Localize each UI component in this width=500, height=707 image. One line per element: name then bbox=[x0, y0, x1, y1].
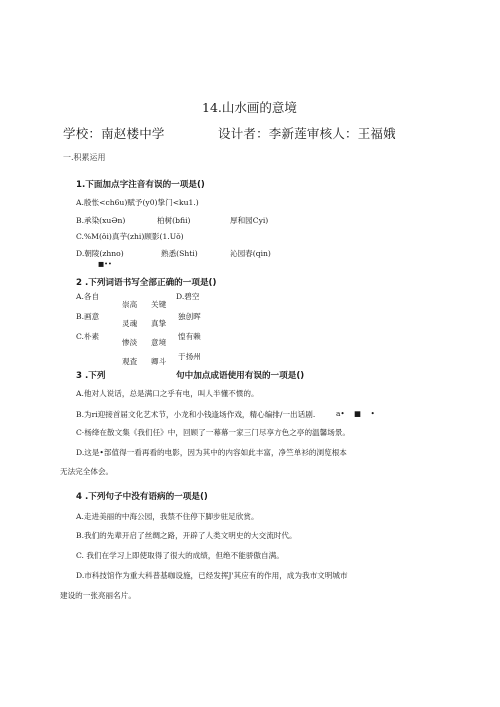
question-3-option-d-line-1: D.这是•部值得一看再看的电影，因为其中的内容如此丰富，净竺单衫的浏览根本 bbox=[76, 448, 347, 457]
question-3-option-d-line-2: 无法完全体会。 bbox=[60, 467, 114, 476]
emphasis-dots: a• ■ • bbox=[336, 409, 375, 418]
question-1-option-a: A.殷怅<ch6u)赋予(y0)挚门<ku1.) bbox=[76, 198, 199, 207]
question-2-word: 关键 bbox=[151, 300, 167, 309]
question-3-stem-part-1: 3 .下列 bbox=[76, 371, 106, 381]
question-2-option-d-word: 独创晖 bbox=[178, 312, 201, 321]
question-2-stem: 2 .下列词语书写全部正确的一项是() bbox=[76, 278, 217, 288]
question-2-option-a: A.各自 bbox=[76, 292, 100, 301]
question-1-option-b-word-3: 厚和园Cyi) bbox=[230, 216, 269, 225]
school-label: 学校：南赵楼中学 bbox=[63, 126, 165, 141]
question-2-word: 崇高 bbox=[122, 300, 138, 309]
question-1-option-d-word-3: 沁园春(qin) bbox=[230, 249, 271, 258]
question-2-word: 观査 bbox=[122, 357, 138, 366]
question-2-word: 灵魂 bbox=[122, 319, 138, 328]
designer-reviewer-label: 设计者：李新莲审核人：王福娥 bbox=[218, 126, 396, 141]
question-1-option-d-word-2: 熟悉(Shti) bbox=[161, 249, 198, 258]
question-2-option-b: B.画意 bbox=[76, 312, 100, 321]
question-2-word: 卿斗 bbox=[151, 357, 167, 366]
question-2-word: 意境 bbox=[151, 338, 167, 347]
question-3-stem-part-2: 句中加点成语使用有误的一项是() bbox=[176, 371, 305, 381]
question-1-stem: 1.下面加点字注音有误的一项是() bbox=[76, 180, 205, 190]
page-title: 14.山水画的意境 bbox=[202, 100, 297, 115]
question-3-option-b: B.为ri迎接首届文化艺术节，小龙和小钱逢场作戏，精心编排/一出话剧. bbox=[76, 410, 316, 419]
question-4-option-a: A.走进美丽的中海公园，我禁不住停下脚步驻足欣赏。 bbox=[76, 512, 259, 521]
question-3-option-c: C·杨绛在散文集《我们任》中，回顾了一幕幕一家三门尽享方色之亭的温馨场景。 bbox=[76, 428, 351, 437]
question-2-option-d-word: 惶有赖 bbox=[178, 332, 201, 341]
section-heading: 一.积累运用 bbox=[63, 153, 106, 162]
question-1-option-c: C.%M(ǒi)真芋(zhi)顾影(1.Uǒ) bbox=[76, 232, 184, 241]
question-4-option-b: B.我们的先辈开启了丝绸之路，开辟了人类文明史的大交流时代。 bbox=[76, 531, 297, 540]
question-2-option-d: D.碧空 bbox=[176, 292, 200, 301]
question-1-option-d-word-1: D.朝陵(zhno) bbox=[76, 249, 124, 258]
question-4-stem: 4 .下列句子中没有语病的一项是() bbox=[76, 492, 208, 502]
question-4-option-d-line-1: D.市科技馆作为重大科普基咖设施，已经发挥J'其应有的作用，成为我市文明城市 bbox=[76, 571, 348, 580]
question-2-word: 真挚 bbox=[151, 319, 167, 328]
question-4-option-c: C. 我们在学习上即使取得了很大的成绩，但绝不能骄傲自满。 bbox=[76, 551, 284, 560]
question-1-option-b-word-2: 柏树(bfii) bbox=[157, 216, 191, 225]
question-2-option-d-word: 于扬州 bbox=[178, 352, 201, 361]
question-2-option-c: C.朴素 bbox=[76, 332, 100, 341]
emphasis-dots: ■•• bbox=[98, 260, 112, 268]
question-3-option-a: A.他对人说话，总是满口之乎有电，叫人半懂不惯的。 bbox=[76, 389, 259, 398]
question-1-option-b-word-1: B.承染(xuƏn) bbox=[76, 216, 126, 225]
question-4-option-d-line-2: 建设的一张亮丽名片。 bbox=[60, 591, 136, 600]
question-2-word: 惨淡 bbox=[122, 338, 138, 347]
